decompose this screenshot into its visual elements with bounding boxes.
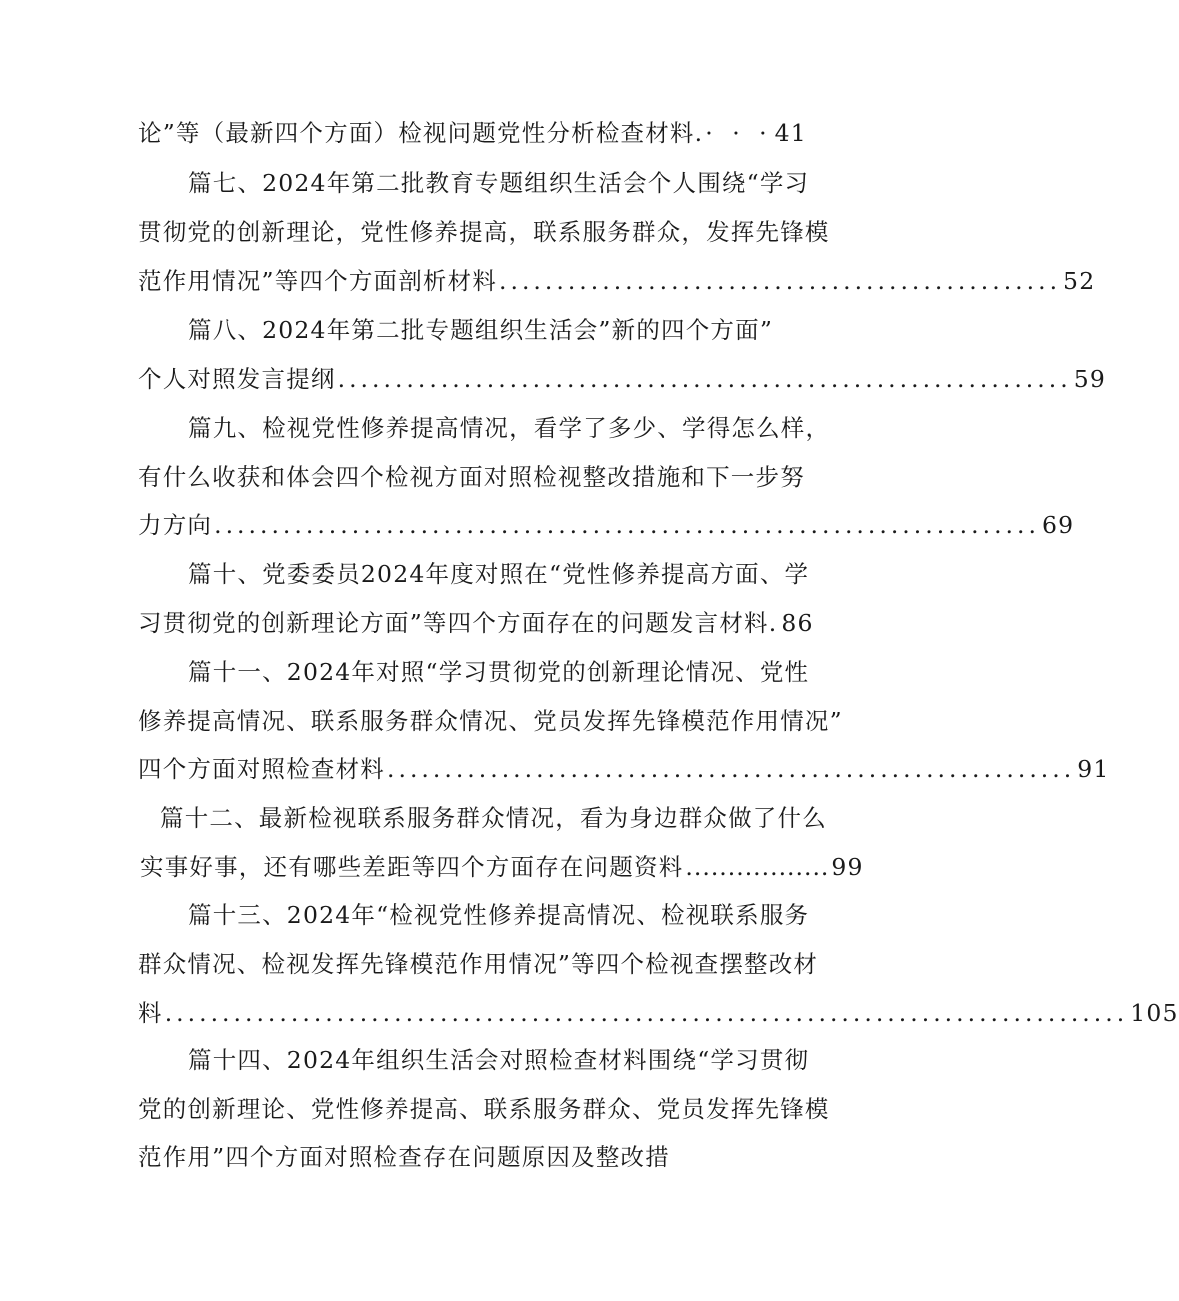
toc-line-19 — [138, 998, 1179, 1028]
toc-entry-text: 篇十二、最新检视联系服务群众情况，看为身边群众做了什么 — [160, 804, 827, 832]
toc-page-number: 69 — [1041, 511, 1075, 539]
toc-entry-text: 四个方面对照检查材料 — [138, 755, 385, 783]
toc-leader-dots: ........................................................................ — [214, 511, 1040, 539]
toc-entry-text: 篇十四、2024年组织生活会对照检查材料围绕“学习贯彻 — [188, 1046, 810, 1074]
toc-leader-dots: .................................................................................... — [164, 999, 1129, 1027]
toc-line-16 — [140, 852, 864, 882]
toc-entry-text: 习贯彻党的创新理论方面”等四个方面存在的问题发言材料. — [138, 609, 778, 637]
toc-line-3 — [138, 217, 830, 247]
toc-entry-text: 篇十、党委委员2024年度对照在“党性修养提高方面、学 — [188, 560, 810, 588]
toc-entry-text: 力方向 — [138, 511, 213, 539]
toc-entry-text: 篇十三、2024年“检视党性修养提高情况、检视联系服务 — [188, 901, 810, 929]
toc-line-12 — [188, 657, 809, 687]
toc-entry-text: 群众情况、检视发挥先锋模范作用情况”等四个检视查摆整改材 — [138, 950, 819, 978]
toc-line-1 — [138, 118, 807, 148]
toc-entry-text: 实事好事，还有哪些差距等四个方面存在问题资料 — [140, 853, 684, 881]
toc-entry-text: 个人对照发言提纲 — [138, 365, 336, 393]
toc-entry-text: 党的创新理论、党性修养提高、联系服务群众、党员发挥先锋模 — [138, 1095, 830, 1123]
toc-line-18 — [138, 949, 818, 979]
toc-leader-dots: ................................................................ — [337, 365, 1072, 393]
toc-entry-text: 料 — [138, 999, 163, 1027]
toc-line-8 — [138, 462, 805, 492]
toc-entry-text: 篇九、检视党性修养提高情况，看学了多少、学得怎么样， — [188, 414, 831, 442]
toc-line-21 — [138, 1094, 830, 1124]
toc-entry-text: 范作用”四个方面对照检查存在问题原因及整改措 — [138, 1143, 670, 1171]
toc-line-15 — [160, 803, 827, 833]
toc-line-2 — [188, 168, 809, 198]
toc-line-6 — [138, 364, 1106, 394]
toc-line-11 — [138, 608, 814, 638]
toc-leader-dots: ................................................. — [499, 267, 1062, 295]
toc-page-number: 59 — [1073, 365, 1106, 393]
toc-line-9 — [138, 510, 1075, 540]
toc-page-number: 105 — [1130, 999, 1179, 1027]
toc-leader-dots: ................. — [685, 853, 830, 881]
toc-line-20 — [188, 1045, 809, 1075]
toc-line-4 — [138, 266, 1096, 296]
toc-entry-text: 篇十一、2024年对照“学习贯彻党的创新理论情况、党性 — [188, 658, 810, 686]
toc-leader-dots: · · · — [705, 119, 773, 147]
toc-entry-text: 篇七、2024年第二批教育专题组织生活会个人围绕“学习 — [188, 169, 810, 197]
toc-line-17 — [188, 900, 809, 930]
toc-entry-text: 论”等（最新四个方面）检视问题党性分析检查材料. — [138, 119, 704, 147]
toc-entry-text: 有什么收获和体会四个检视方面对照检视整改措施和下一步努 — [138, 463, 805, 491]
toc-line-14 — [138, 754, 1110, 784]
toc-page-number: 99 — [831, 853, 864, 881]
toc-entry-text: 篇八、2024年第二批专题组织生活会”新的四个方面” — [188, 316, 774, 344]
toc-line-13 — [138, 706, 843, 736]
toc-page-number: 41 — [774, 119, 807, 147]
toc-line-5 — [188, 315, 773, 345]
toc-page-number: 86 — [781, 609, 814, 637]
toc-line-22 — [138, 1142, 670, 1172]
toc-entry-text: 范作用情况”等四个方面剖析材料 — [138, 267, 498, 295]
toc-entry-text: 贯彻党的创新理论，党性修养提高，联系服务群众，发挥先锋模 — [138, 218, 830, 246]
toc-leader-dots: ............................................................ — [387, 755, 1076, 783]
toc-entry-text: 修养提高情况、联系服务群众情况、党员发挥先锋模范作用情况” — [138, 707, 843, 735]
toc-page-number: 91 — [1077, 755, 1110, 783]
toc-line-7 — [188, 413, 830, 443]
toc-page-number: 52 — [1063, 267, 1096, 295]
toc-line-10 — [188, 559, 809, 589]
